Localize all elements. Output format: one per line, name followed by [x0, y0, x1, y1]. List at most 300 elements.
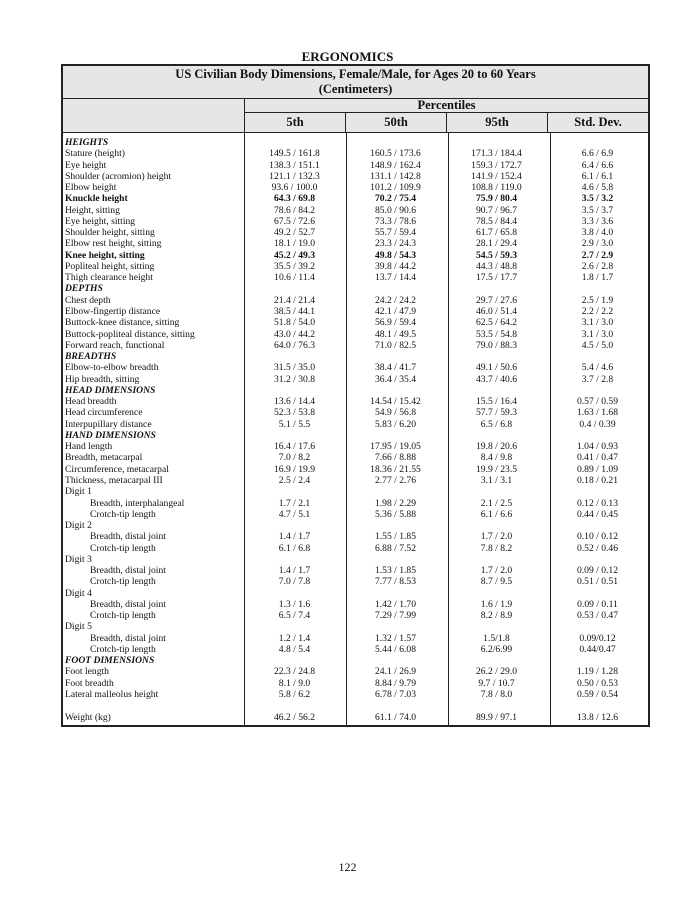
section-header-row: [63, 137, 648, 148]
cell-95th: [446, 520, 547, 531]
cell-5th: 5.1 / 5.5: [278, 418, 311, 430]
cell-95th: [446, 137, 547, 148]
cell-95th: 62.5 / 64.2: [475, 317, 518, 329]
cell-50th: 8.84 / 9.79: [374, 677, 417, 689]
table-row: [63, 216, 648, 227]
table-body: [63, 133, 648, 725]
cell-5th: [244, 621, 345, 632]
cell-95th: [446, 430, 547, 441]
column-header-95th: 95th: [447, 113, 548, 132]
row-label: Hip breadth, sitting: [65, 373, 140, 385]
cell-5th: 67.5 / 72.6: [273, 215, 316, 227]
cell-std-dev: 2.7 / 2.9: [581, 249, 614, 261]
cell-50th: 18.36 / 21.55: [370, 463, 421, 475]
cell-std-dev: [547, 588, 648, 599]
cell-std-dev: [547, 520, 648, 531]
cell-5th: 35.5 / 39.2: [273, 260, 316, 272]
cell-50th: 7.77 / 8.53: [374, 576, 417, 588]
table-row: [63, 475, 648, 486]
cell-50th: 1.55 / 1.85: [374, 531, 417, 543]
cell-95th: 49.1 / 50.6: [475, 362, 518, 374]
cell-95th: 8.4 / 9.8: [480, 452, 513, 464]
row-label: DEPTHS: [65, 283, 103, 295]
cell-95th: 53.5 / 54.8: [475, 328, 518, 340]
row-label: Knuckle height: [65, 193, 128, 205]
cell-95th: 7.8 / 8.0: [480, 689, 513, 701]
cell-5th: 149.5 / 161.8: [269, 148, 320, 160]
row-label: Digit 1: [65, 486, 92, 498]
cell-std-dev: 2.5 / 1.9: [581, 294, 614, 306]
cell-95th: 78.5 / 84.4: [475, 215, 518, 227]
section-header-row: [63, 283, 648, 294]
cell-95th: [446, 655, 547, 666]
row-label: Height, sitting: [65, 204, 120, 216]
row-label: Breadth, distal joint: [90, 598, 166, 610]
cell-5th: 31.5 / 35.0: [273, 362, 316, 374]
cell-95th: 108.8 / 119.0: [471, 182, 522, 194]
cell-5th: 18.1 / 19.0: [273, 238, 316, 250]
table-row: [63, 576, 648, 587]
cell-std-dev: [547, 621, 648, 632]
cell-5th: 8.1 / 9.0: [278, 677, 311, 689]
cell-std-dev: 3.7 / 2.8: [581, 373, 614, 385]
row-label: Knee height, sitting: [65, 249, 145, 261]
table-row: [63, 633, 648, 644]
cell-50th: 73.3 / 78.6: [374, 215, 417, 227]
table-row: [63, 362, 648, 373]
table-row: [63, 205, 648, 216]
cell-5th: 1.3 / 1.6: [278, 598, 311, 610]
cell-std-dev: 0.18 / 0.21: [576, 474, 619, 486]
cell-5th: 22.3 / 24.8: [273, 666, 316, 678]
row-label: Stature (height): [65, 148, 125, 160]
cell-5th: 6.5 / 7.4: [278, 610, 311, 622]
cell-50th: 5.36 / 5.88: [374, 508, 417, 520]
cell-std-dev: 5.4 / 4.6: [581, 362, 614, 374]
cell-std-dev: 0.10 / 0.12: [576, 531, 619, 543]
row-label: Shoulder (acromion) height: [65, 170, 172, 182]
cell-std-dev: 0.57 / 0.59: [576, 396, 619, 408]
cell-95th: 79.0 / 88.3: [475, 339, 518, 351]
cell-std-dev: [547, 283, 648, 294]
cell-5th: 16.9 / 19.9: [273, 463, 316, 475]
row-label: Head breadth: [65, 396, 117, 408]
table-row: [63, 452, 648, 463]
cell-50th: [345, 430, 446, 441]
cell-50th: 7.66 / 8.88: [374, 452, 417, 464]
row-label: Chest depth: [65, 294, 111, 306]
table-row: [63, 712, 648, 723]
row-label: Circumference, metacarpal: [65, 463, 169, 475]
caption-line-2: (Centimeters): [318, 82, 393, 96]
cell-50th: 36.4 / 35.4: [374, 373, 417, 385]
cell-95th: [446, 283, 547, 294]
table-header: [63, 99, 648, 133]
cell-std-dev: [547, 351, 648, 362]
row-label: Crotch-tip length: [90, 610, 156, 622]
table-row: [63, 509, 648, 520]
cell-5th: 52.3 / 53.8: [273, 407, 316, 419]
cell-std-dev: 0.4 / 0.39: [579, 418, 616, 430]
cell-95th: 29.7 / 27.6: [475, 294, 518, 306]
column-header-50th: 50th: [346, 113, 447, 132]
cell-50th: 24.1 / 26.9: [374, 666, 417, 678]
row-label: Crotch-tip length: [90, 576, 156, 588]
column-header-5th: 5th: [245, 113, 346, 132]
column-divider: [244, 133, 245, 725]
row-label: Crotch-tip length: [90, 643, 156, 655]
cell-5th: 2.5 / 2.4: [278, 474, 311, 486]
table-row: [63, 171, 648, 182]
table-row: [63, 689, 648, 700]
cell-50th: 131.1 / 142.8: [370, 170, 421, 182]
cell-std-dev: 1.04 / 0.93: [576, 441, 619, 453]
row-label: Foot length: [65, 666, 109, 678]
cell-5th: 1.2 / 1.4: [278, 632, 311, 644]
table-row: [63, 193, 648, 204]
cell-5th: 7.0 / 8.2: [278, 452, 311, 464]
cell-95th: 19.9 / 23.5: [475, 463, 518, 475]
cell-std-dev: 4.6 / 5.8: [581, 182, 614, 194]
cell-95th: 9.7 / 10.7: [478, 677, 515, 689]
cell-95th: 1.5/1.8: [483, 632, 510, 644]
cell-5th: 49.2 / 52.7: [273, 227, 316, 239]
cell-5th: [244, 655, 345, 666]
cell-std-dev: 0.12 / 0.13: [576, 497, 619, 509]
cell-50th: 61.1 / 74.0: [374, 711, 417, 723]
row-label: Weight (kg): [65, 711, 111, 723]
row-label: Breadth, metacarpal: [65, 452, 143, 464]
cell-50th: 23.3 / 24.3: [374, 238, 417, 250]
cell-std-dev: 1.19 / 1.28: [576, 666, 619, 678]
cell-50th: 6.78 / 7.03: [374, 689, 417, 701]
cell-5th: [244, 486, 345, 497]
cell-95th: 6.2/6.99: [480, 643, 513, 655]
header-blank-cell: [63, 99, 245, 132]
cell-50th: [345, 351, 446, 362]
cell-95th: [446, 554, 547, 565]
cell-95th: 6.5 / 6.8: [480, 418, 513, 430]
page-title: ERGONOMICS: [301, 49, 394, 64]
cell-50th: 1.98 / 2.29: [374, 497, 417, 509]
table-row: [63, 306, 648, 317]
table-row: [63, 419, 648, 430]
cell-std-dev: 0.44 / 0.45: [576, 508, 619, 520]
row-label: Hand length: [65, 441, 113, 453]
table-row: [63, 599, 648, 610]
cell-5th: [244, 351, 345, 362]
row-label: Lateral malleolus height: [65, 689, 159, 701]
row-label: Elbow rest height, sitting: [65, 238, 162, 250]
spacer-row: [63, 700, 648, 711]
cell-95th: 6.1 / 6.6: [480, 508, 513, 520]
table-row: [63, 148, 648, 159]
cell-50th: 70.2 / 75.4: [374, 193, 417, 205]
row-label: Digit 2: [65, 520, 92, 532]
cell-std-dev: 2.9 / 3.0: [581, 238, 614, 250]
cell-95th: 15.5 / 16.4: [475, 396, 518, 408]
cell-95th: 46.0 / 51.4: [475, 305, 518, 317]
body-dimensions-table: [61, 64, 650, 727]
cell-95th: [446, 588, 547, 599]
table-row: [63, 610, 648, 621]
cell-95th: 26.2 / 29.0: [475, 666, 518, 678]
column-divider: [346, 133, 347, 725]
group-label-row: [63, 554, 648, 565]
section-header-row: [63, 385, 648, 396]
cell-50th: 1.32 / 1.57: [374, 632, 417, 644]
cell-50th: [345, 655, 446, 666]
table-row: [63, 182, 648, 193]
row-label: Eye height: [65, 159, 107, 171]
cell-95th: 1.7 / 2.0: [480, 531, 513, 543]
cell-std-dev: 0.51 / 0.51: [576, 576, 619, 588]
cell-5th: 1.4 / 1.7: [278, 531, 311, 543]
row-label: Digit 3: [65, 553, 92, 565]
cell-95th: 43.7 / 40.6: [475, 373, 518, 385]
row-label: Breadth, interphalangeal: [90, 497, 185, 509]
cell-5th: 78.6 / 84.2: [273, 204, 316, 216]
cell-50th: 85.0 / 90.6: [374, 204, 417, 216]
row-label: Digit 5: [65, 621, 92, 633]
row-label: Crotch-tip length: [90, 542, 156, 554]
row-label: HEIGHTS: [65, 137, 109, 148]
cell-std-dev: 3.3 / 3.6: [581, 215, 614, 227]
cell-95th: 7.8 / 8.2: [480, 542, 513, 554]
cell-std-dev: 3.5 / 3.2: [581, 193, 614, 205]
row-label: Popliteal height, sitting: [65, 260, 155, 272]
cell-std-dev: [547, 655, 648, 666]
cell-95th: 159.3 / 172.7: [471, 159, 522, 171]
cell-95th: 2.1 / 2.5: [480, 497, 513, 509]
cell-50th: 55.7 / 59.4: [374, 227, 417, 239]
cell-std-dev: 0.50 / 0.53: [576, 677, 619, 689]
cell-std-dev: 0.09/0.12: [579, 632, 616, 644]
cell-95th: 90.7 / 96.7: [475, 204, 518, 216]
table-rows: [63, 137, 648, 723]
cell-5th: 13.6 / 14.4: [273, 396, 316, 408]
row-label: Interpupillary distance: [65, 418, 152, 430]
cell-std-dev: 3.5 / 3.7: [581, 204, 614, 216]
row-label: Elbow height: [65, 182, 117, 194]
cell-5th: 5.8 / 6.2: [278, 689, 311, 701]
section-header-row: [63, 351, 648, 362]
table-row: [63, 666, 648, 677]
cell-5th: 64.3 / 69.8: [273, 193, 316, 205]
table-row: [63, 565, 648, 576]
cell-std-dev: 6.1 / 6.1: [581, 170, 614, 182]
cell-95th: 1.6 / 1.9: [480, 598, 513, 610]
cell-std-dev: 1.8 / 1.7: [581, 272, 614, 284]
cell-95th: 44.3 / 48.8: [475, 260, 518, 272]
cell-std-dev: 3.1 / 3.0: [581, 317, 614, 329]
cell-95th: 171.3 / 184.4: [471, 148, 522, 160]
row-label: Thickness, metacarpal III: [65, 474, 163, 486]
table-row: [63, 261, 648, 272]
cell-50th: 5.44 / 6.08: [374, 643, 417, 655]
cell-50th: 7.29 / 7.99: [374, 610, 417, 622]
table-row: [63, 374, 648, 385]
row-label: FOOT DIMENSIONS: [65, 655, 155, 667]
cell-5th: [244, 554, 345, 565]
cell-5th: [244, 385, 345, 396]
cell-95th: 54.5 / 59.3: [475, 249, 518, 261]
row-label: Breadth, distal joint: [90, 565, 166, 577]
cell-std-dev: 3.8 / 4.0: [581, 227, 614, 239]
cell-5th: 64.0 / 76.3: [273, 339, 316, 351]
row-label: HEAD DIMENSIONS: [65, 384, 156, 396]
cell-std-dev: 6.6 / 6.9: [581, 148, 614, 160]
table-row: [63, 531, 648, 542]
cell-std-dev: 3.1 / 3.0: [581, 328, 614, 340]
cell-50th: 2.77 / 2.76: [374, 474, 417, 486]
cell-50th: [345, 554, 446, 565]
row-label: Digit 4: [65, 587, 92, 599]
cell-95th: [446, 621, 547, 632]
row-label: Buttock-knee distance, sitting: [65, 317, 180, 329]
cell-50th: 24.2 / 24.2: [374, 294, 417, 306]
cell-std-dev: 0.52 / 0.46: [576, 542, 619, 554]
table-row: [63, 329, 648, 340]
cell-std-dev: 0.09 / 0.11: [577, 598, 618, 610]
table-row: [63, 250, 648, 261]
group-label-row: [63, 588, 648, 599]
table-row: [63, 464, 648, 475]
section-header-row: [63, 430, 648, 441]
cell-95th: 1.7 / 2.0: [480, 565, 513, 577]
table-row: [63, 227, 648, 238]
cell-std-dev: 0.89 / 1.09: [576, 463, 619, 475]
section-header-row: [63, 655, 648, 666]
table-row: [63, 295, 648, 306]
table-row: [63, 317, 648, 328]
group-label-row: [63, 520, 648, 531]
cell-std-dev: [547, 430, 648, 441]
row-label: Head circumference: [65, 407, 143, 419]
table-row: [63, 340, 648, 351]
cell-50th: 6.88 / 7.52: [374, 542, 417, 554]
cell-95th: [446, 385, 547, 396]
cell-95th: 61.7 / 65.8: [475, 227, 518, 239]
cell-50th: 148.9 / 162.4: [370, 159, 421, 171]
cell-95th: 8.2 / 8.9: [480, 610, 513, 622]
cell-5th: 16.4 / 17.6: [273, 441, 316, 453]
cell-5th: 46.2 / 56.2: [273, 711, 316, 723]
cell-95th: 28.1 / 29.4: [475, 238, 518, 250]
table-row: [63, 160, 648, 171]
table-row: [63, 407, 648, 418]
cell-95th: 141.9 / 152.4: [471, 170, 522, 182]
cell-50th: 1.42 / 1.70: [374, 598, 417, 610]
cell-50th: 39.8 / 44.2: [374, 260, 417, 272]
cell-5th: 51.8 / 54.0: [273, 317, 316, 329]
cell-95th: 19.8 / 20.6: [475, 441, 518, 453]
cell-5th: 38.5 / 44.1: [273, 305, 316, 317]
cell-5th: 121.1 / 132.3: [269, 170, 320, 182]
cell-5th: 93.6 / 100.0: [271, 182, 318, 194]
cell-5th: 43.0 / 44.2: [273, 328, 316, 340]
cell-95th: 89.9 / 97.1: [475, 711, 518, 723]
row-label: Breadth, distal joint: [90, 632, 166, 644]
cell-std-dev: 6.4 / 6.6: [581, 159, 614, 171]
row-label: Forward reach, functional: [65, 339, 165, 351]
cell-5th: 138.3 / 151.1: [269, 159, 320, 171]
cell-50th: 17.95 / 19.05: [370, 441, 421, 453]
cell-50th: 14.54 / 15.42: [370, 396, 421, 408]
cell-std-dev: 2.2 / 2.2: [581, 305, 614, 317]
column-header-std-dev: Std. Dev.: [574, 115, 622, 129]
cell-5th: 6.1 / 6.8: [278, 542, 311, 554]
table-row: [63, 644, 648, 655]
cell-95th: 8.7 / 9.5: [480, 576, 513, 588]
row-label: Elbow-fingertip distance: [65, 305, 161, 317]
cell-std-dev: 13.8 / 12.6: [576, 711, 619, 723]
row-label: Thigh clearance height: [65, 272, 153, 284]
cell-50th: 38.4 / 41.7: [374, 362, 417, 374]
column-divider: [448, 133, 449, 725]
row-label: HAND DIMENSIONS: [65, 429, 156, 441]
cell-50th: [345, 283, 446, 294]
cell-5th: [244, 588, 345, 599]
table-row: [63, 272, 648, 283]
cell-95th: [446, 486, 547, 497]
cell-std-dev: 1.63 / 1.68: [576, 407, 619, 419]
cell-5th: [244, 520, 345, 531]
cell-50th: 160.5 / 173.6: [370, 148, 421, 160]
table-row: [63, 238, 648, 249]
cell-std-dev: 0.59 / 0.54: [576, 689, 619, 701]
table-row: [63, 543, 648, 554]
cell-50th: [345, 385, 446, 396]
cell-95th: 57.7 / 59.3: [475, 407, 518, 419]
cell-5th: [244, 283, 345, 294]
cell-5th: 7.0 / 7.8: [278, 576, 311, 588]
row-label: Foot breadth: [65, 677, 114, 689]
cell-95th: 75.9 / 80.4: [475, 193, 518, 205]
column-divider: [550, 133, 551, 725]
cell-std-dev: [547, 137, 648, 148]
cell-50th: 71.0 / 82.5: [374, 339, 417, 351]
cell-5th: 4.7 / 5.1: [278, 508, 311, 520]
caption-line-1: US Civilian Body Dimensions, Female/Male, for Ages 20 to 60 Years: [175, 67, 536, 81]
row-label: Buttock-popliteal distance, sitting: [65, 328, 195, 340]
cell-95th: [446, 351, 547, 362]
group-label-row: [63, 486, 648, 497]
cell-5th: 1.4 / 1.7: [278, 565, 311, 577]
cell-5th: [244, 430, 345, 441]
cell-50th: 5.83 / 6.20: [374, 418, 417, 430]
cell-std-dev: [547, 385, 648, 396]
cell-std-dev: 0.53 / 0.47: [576, 610, 619, 622]
cell-5th: 45.2 / 49.3: [273, 249, 316, 261]
cell-5th: 10.6 / 11.4: [274, 272, 315, 284]
table-caption: [63, 66, 648, 99]
cell-5th: [244, 137, 345, 148]
cell-50th: 42.1 / 47.9: [374, 305, 417, 317]
cell-50th: [345, 520, 446, 531]
cell-std-dev: 0.44/0.47: [579, 643, 616, 655]
cell-50th: 56.9 / 59.4: [374, 317, 417, 329]
cell-50th: 101.2 / 109.9: [370, 182, 421, 194]
cell-50th: [345, 137, 446, 148]
cell-std-dev: [547, 554, 648, 565]
cell-50th: 48.1 / 49.5: [374, 328, 417, 340]
cell-50th: 54.9 / 56.8: [374, 407, 417, 419]
row-label: Crotch-tip length: [90, 508, 156, 520]
cell-50th: [345, 621, 446, 632]
cell-5th: 1.7 / 2.1: [278, 497, 311, 509]
cell-50th: 49.8 / 54.3: [374, 249, 417, 261]
